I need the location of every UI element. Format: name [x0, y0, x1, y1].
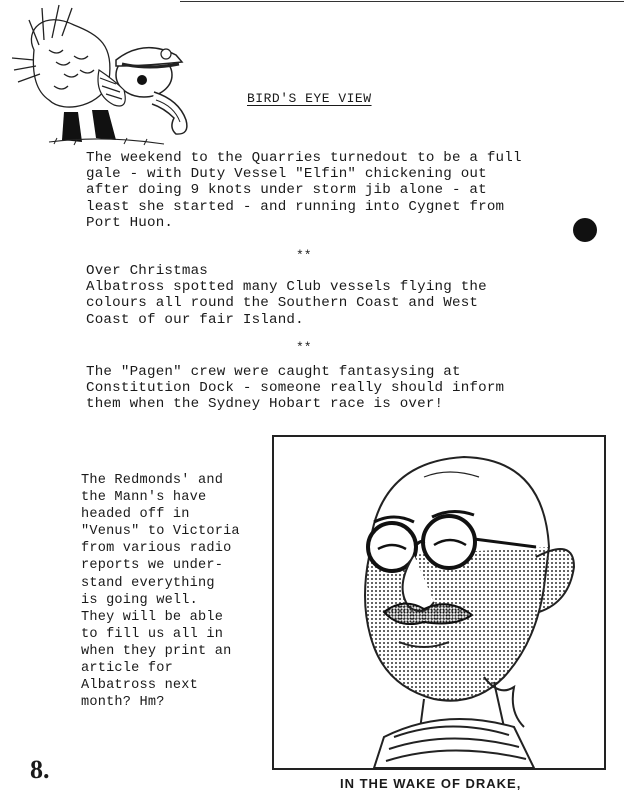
article-title: BIRD'S EYE VIEW [247, 91, 372, 106]
binder-hole [573, 218, 597, 242]
top-rule [180, 1, 624, 2]
paragraph-pagen-crew: The "Pagen" crew were caught fantasysing at Constitution Dock - someone really should inform them when the Sydney Hobart race is over! [86, 364, 505, 413]
albatross-mascot-illustration [4, 0, 204, 150]
separator-stars: ** [296, 248, 312, 263]
page-number: 8. [30, 755, 50, 784]
caricature-frame [272, 435, 606, 770]
paragraph-venus-victoria: The Redmonds' and the Mann's have headed off in "Venus" to Victoria from various radio reports we under- stand everything is going well. They will be able to fill us all in when they print an article for Albatross next month? Hm? [81, 473, 240, 711]
caricature-caption: IN THE WAKE OF DRAKE, [340, 776, 522, 791]
paragraph-quarries-weekend: The weekend to the Quarries turnedout to be a full gale - with Duty Vessel "Elfin" chickening out after doing 9 knots under storm jib alone - at least she started - and running into Cygnet from Port Huon. [86, 150, 522, 231]
paragraph-christmas: Over Christmas Albatross spotted many Club vessels flying the colours all round the Southern Coast and West Coast of our fair Island. [86, 263, 487, 328]
separator-stars: ** [296, 340, 312, 355]
caricature-illustration [274, 437, 604, 768]
